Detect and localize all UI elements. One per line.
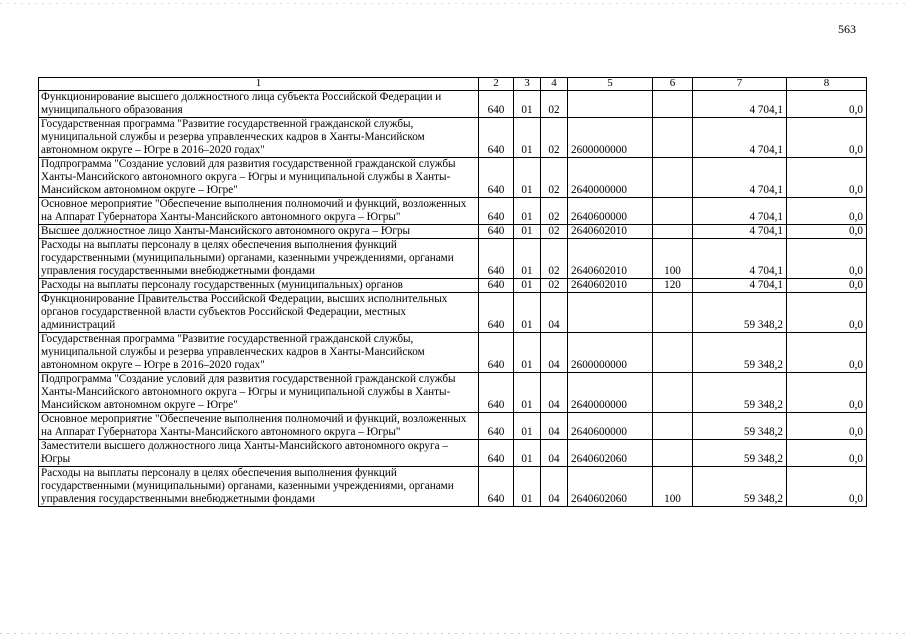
cell-amount: 4 704,1 xyxy=(693,225,787,239)
cell-subsection: 02 xyxy=(541,225,568,239)
cell-amount-extra: 0,0 xyxy=(787,413,867,440)
cell-subsection: 02 xyxy=(541,239,568,279)
cell-name: Подпрограмма "Создание условий для развития государственной гражданской службы Ханты-Мансийского автономного округа – Югры и муниципальной службы в Ханты-Мансийском автономном округе – Югре" xyxy=(39,373,479,413)
cell-subsection: 04 xyxy=(541,293,568,333)
cell-subsection: 02 xyxy=(541,91,568,118)
table-row xyxy=(39,239,867,279)
cell-name: Функционирование высшего должностного лица субъекта Российской Федерации и муниципального образования xyxy=(39,91,479,118)
cell-name: Государственная программа "Развитие государственной гражданской службы, муниципальной службы и резерва управленческих кадров в Ханты-Мансийском автономном округе – Югре в 2016–2020 годах" xyxy=(39,333,479,373)
table-row xyxy=(39,333,867,373)
cell-amount: 4 704,1 xyxy=(693,91,787,118)
cell-amount: 59 348,2 xyxy=(693,373,787,413)
cell-section: 01 xyxy=(514,118,541,158)
table-body xyxy=(39,91,867,507)
cell-name: Расходы на выплаты персоналу государственных (муниципальных) органов xyxy=(39,279,479,293)
table-row xyxy=(39,440,867,467)
cell-code-main: 640 xyxy=(479,467,514,507)
cell-expense-type: 100 xyxy=(653,467,693,507)
cell-section: 01 xyxy=(514,279,541,293)
table-row xyxy=(39,467,867,507)
cell-code-main: 640 xyxy=(479,413,514,440)
table-header-row xyxy=(39,78,867,91)
cell-amount-extra: 0,0 xyxy=(787,373,867,413)
cell-expense-type xyxy=(653,333,693,373)
cell-code-main: 640 xyxy=(479,158,514,198)
table-row xyxy=(39,91,867,118)
page-number: 563 xyxy=(838,22,856,36)
cell-subsection: 04 xyxy=(541,467,568,507)
cell-amount-extra: 0,0 xyxy=(787,293,867,333)
cell-amount-extra: 0,0 xyxy=(787,279,867,293)
cell-target-article: 2600000000 xyxy=(568,118,653,158)
cell-code-main: 640 xyxy=(479,440,514,467)
cell-amount: 59 348,2 xyxy=(693,440,787,467)
cell-amount: 59 348,2 xyxy=(693,413,787,440)
cell-code-main: 640 xyxy=(479,225,514,239)
cell-name: Высшее должностное лицо Ханты-Мансийского автономного округа – Югры xyxy=(39,225,479,239)
cell-subsection: 04 xyxy=(541,333,568,373)
cell-target-article: 2640602010 xyxy=(568,239,653,279)
cell-expense-type: 100 xyxy=(653,239,693,279)
cell-name: Подпрограмма "Создание условий для развития государственной гражданской службы Ханты-Мансийского автономного округа – Югры и муниципальной службы в Ханты-Мансийском автономном округе – Югре" xyxy=(39,158,479,198)
cell-amount-extra: 0,0 xyxy=(787,333,867,373)
cell-section: 01 xyxy=(514,413,541,440)
cell-target-article: 2640600000 xyxy=(568,198,653,225)
cell-target-article: 2640000000 xyxy=(568,158,653,198)
cell-name: Государственная программа "Развитие государственной гражданской службы, муниципальной службы и резерва управленческих кадров в Ханты-Мансийском автономном округе – Югре в 2016–2020 годах" xyxy=(39,118,479,158)
cell-name: Расходы на выплаты персоналу в целях обеспечения выполнения функций государственными (муниципальными) органами, казенными учреждениями, органами управления государственными внебюджетными фондами xyxy=(39,467,479,507)
cell-expense-type xyxy=(653,373,693,413)
header-col-2: 2 xyxy=(479,78,514,91)
cell-expense-type xyxy=(653,158,693,198)
cell-expense-type xyxy=(653,225,693,239)
header-col-3: 3 xyxy=(514,78,541,91)
cell-target-article: 2640602060 xyxy=(568,467,653,507)
cell-section: 01 xyxy=(514,467,541,507)
cell-name: Основное мероприятие "Обеспечение выполнения полномочий и функций, возложенных на Аппарат Губернатора Ханты-Мансийского автономного округа – Югры" xyxy=(39,198,479,225)
cell-amount-extra: 0,0 xyxy=(787,198,867,225)
scan-noise-top xyxy=(0,3,905,4)
cell-amount-extra: 0,0 xyxy=(787,440,867,467)
cell-subsection: 02 xyxy=(541,279,568,293)
cell-amount: 4 704,1 xyxy=(693,158,787,198)
cell-code-main: 640 xyxy=(479,333,514,373)
cell-expense-type xyxy=(653,118,693,158)
cell-amount: 59 348,2 xyxy=(693,333,787,373)
cell-section: 01 xyxy=(514,440,541,467)
cell-amount: 4 704,1 xyxy=(693,118,787,158)
cell-section: 01 xyxy=(514,225,541,239)
table-row xyxy=(39,279,867,293)
table-row xyxy=(39,373,867,413)
cell-expense-type xyxy=(653,293,693,333)
cell-section: 01 xyxy=(514,158,541,198)
cell-code-main: 640 xyxy=(479,239,514,279)
header-col-6: 6 xyxy=(653,78,693,91)
cell-subsection: 02 xyxy=(541,158,568,198)
cell-subsection: 04 xyxy=(541,373,568,413)
cell-name: Расходы на выплаты персоналу в целях обеспечения выполнения функций государственными (муниципальными) органами, казенными учреждениями, органами управления государственными внебюджетными фондами xyxy=(39,239,479,279)
header-col-4: 4 xyxy=(541,78,568,91)
table-row xyxy=(39,413,867,440)
scan-noise-bottom xyxy=(0,633,905,634)
header-col-1: 1 xyxy=(39,78,479,91)
cell-section: 01 xyxy=(514,198,541,225)
cell-section: 01 xyxy=(514,333,541,373)
cell-target-article: 2640000000 xyxy=(568,373,653,413)
cell-code-main: 640 xyxy=(479,91,514,118)
cell-target-article xyxy=(568,91,653,118)
header-col-5: 5 xyxy=(568,78,653,91)
table-row xyxy=(39,225,867,239)
table-row xyxy=(39,198,867,225)
cell-amount-extra: 0,0 xyxy=(787,239,867,279)
budget-table xyxy=(38,77,867,507)
cell-subsection: 02 xyxy=(541,198,568,225)
cell-section: 01 xyxy=(514,239,541,279)
cell-section: 01 xyxy=(514,91,541,118)
cell-subsection: 02 xyxy=(541,118,568,158)
cell-name: Основное мероприятие "Обеспечение выполнения полномочий и функций, возложенных на Аппарат Губернатора Ханты-Мансийского автономного округа – Югры" xyxy=(39,413,479,440)
cell-section: 01 xyxy=(514,373,541,413)
cell-amount: 4 704,1 xyxy=(693,279,787,293)
cell-name: Функционирование Правительства Российской Федерации, высших исполнительных органов государственной власти субъектов Российской Федерации, местных администраций xyxy=(39,293,479,333)
cell-expense-type: 120 xyxy=(653,279,693,293)
table-row xyxy=(39,118,867,158)
header-col-7: 7 xyxy=(693,78,787,91)
cell-amount: 4 704,1 xyxy=(693,239,787,279)
cell-expense-type xyxy=(653,91,693,118)
cell-expense-type xyxy=(653,440,693,467)
cell-target-article: 2640602060 xyxy=(568,440,653,467)
cell-code-main: 640 xyxy=(479,293,514,333)
cell-section: 01 xyxy=(514,293,541,333)
cell-code-main: 640 xyxy=(479,118,514,158)
cell-expense-type xyxy=(653,413,693,440)
cell-code-main: 640 xyxy=(479,279,514,293)
cell-target-article: 2640602010 xyxy=(568,225,653,239)
cell-expense-type xyxy=(653,198,693,225)
cell-target-article: 2640602010 xyxy=(568,279,653,293)
table-row xyxy=(39,158,867,198)
cell-target-article: 2640600000 xyxy=(568,413,653,440)
cell-target-article: 2600000000 xyxy=(568,333,653,373)
cell-name: Заместители высшего должностного лица Ханты-Мансийского автономного округа – Югры xyxy=(39,440,479,467)
cell-amount-extra: 0,0 xyxy=(787,225,867,239)
cell-amount-extra: 0,0 xyxy=(787,91,867,118)
cell-amount-extra: 0,0 xyxy=(787,118,867,158)
cell-target-article xyxy=(568,293,653,333)
cell-amount: 59 348,2 xyxy=(693,293,787,333)
header-col-8: 8 xyxy=(787,78,867,91)
cell-amount-extra: 0,0 xyxy=(787,467,867,507)
cell-code-main: 640 xyxy=(479,198,514,225)
cell-subsection: 04 xyxy=(541,413,568,440)
table-row xyxy=(39,293,867,333)
cell-amount: 4 704,1 xyxy=(693,198,787,225)
cell-amount-extra: 0,0 xyxy=(787,158,867,198)
cell-subsection: 04 xyxy=(541,440,568,467)
cell-amount: 59 348,2 xyxy=(693,467,787,507)
cell-code-main: 640 xyxy=(479,373,514,413)
